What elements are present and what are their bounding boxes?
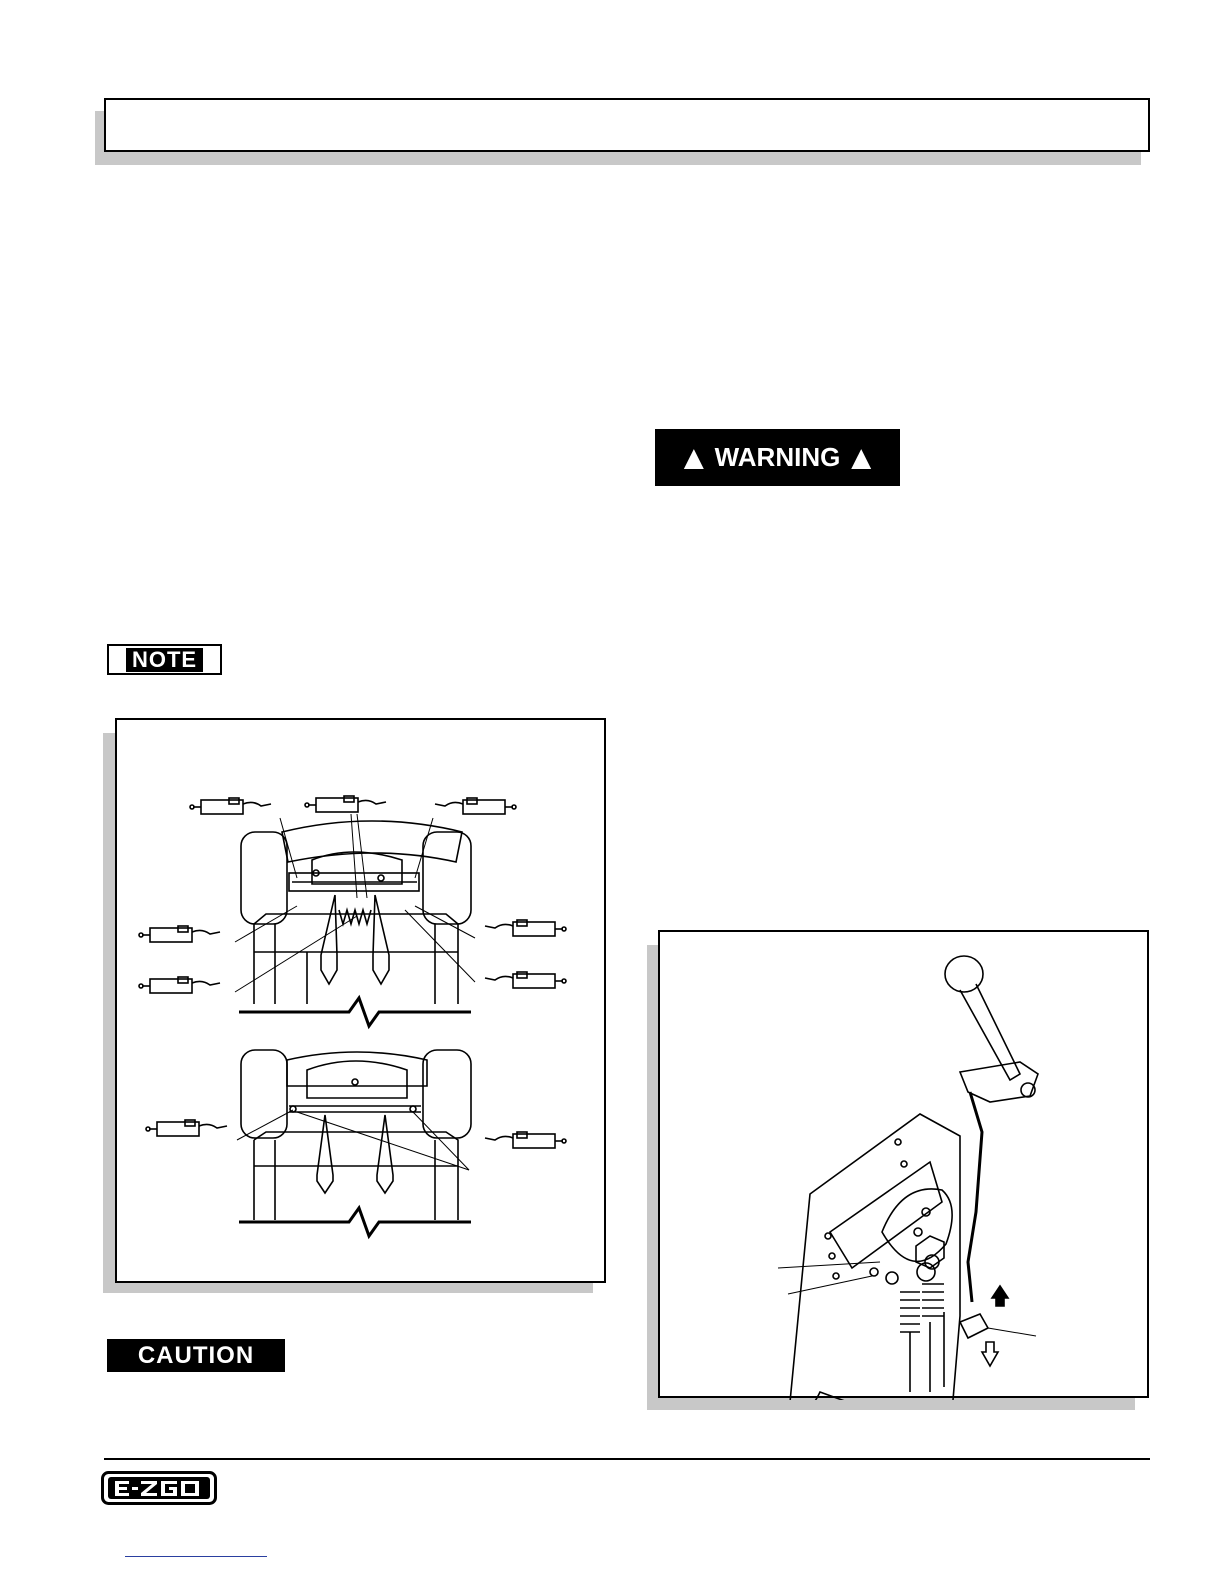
note-label-text: NOTE bbox=[126, 648, 203, 672]
footer-rule bbox=[104, 1458, 1150, 1460]
grease-gun-icon bbox=[485, 920, 566, 936]
grease-gun-icon bbox=[139, 926, 220, 942]
grease-gun-icon bbox=[485, 972, 566, 988]
grease-gun-icon bbox=[146, 1120, 227, 1136]
warning-triangle-icon: ▲ bbox=[844, 438, 878, 477]
up-arrow-icon bbox=[992, 1286, 1008, 1306]
page-link-underline[interactable] bbox=[125, 1556, 267, 1557]
warning-label bbox=[655, 429, 900, 486]
front-suspension-lubrication-illustration bbox=[117, 720, 608, 1285]
grease-gun-icon bbox=[305, 796, 386, 812]
shifter-assembly-illustration bbox=[660, 932, 1151, 1400]
grease-gun-icon bbox=[435, 798, 516, 814]
down-arrow-icon bbox=[982, 1342, 998, 1366]
grease-gun-icon bbox=[190, 798, 271, 814]
warning-triangle-icon: ▲ bbox=[677, 438, 711, 477]
note-label bbox=[107, 644, 222, 675]
header-bar bbox=[104, 98, 1150, 152]
figure-1-frame bbox=[115, 718, 606, 1283]
grease-gun-icon bbox=[139, 977, 220, 993]
caution-label: CAUTION bbox=[107, 1339, 285, 1372]
figure-2-frame bbox=[658, 930, 1149, 1398]
grease-gun-icon bbox=[485, 1132, 566, 1148]
ezgo-logo bbox=[101, 1471, 217, 1505]
warning-label-text: WARNING bbox=[714, 442, 841, 472]
